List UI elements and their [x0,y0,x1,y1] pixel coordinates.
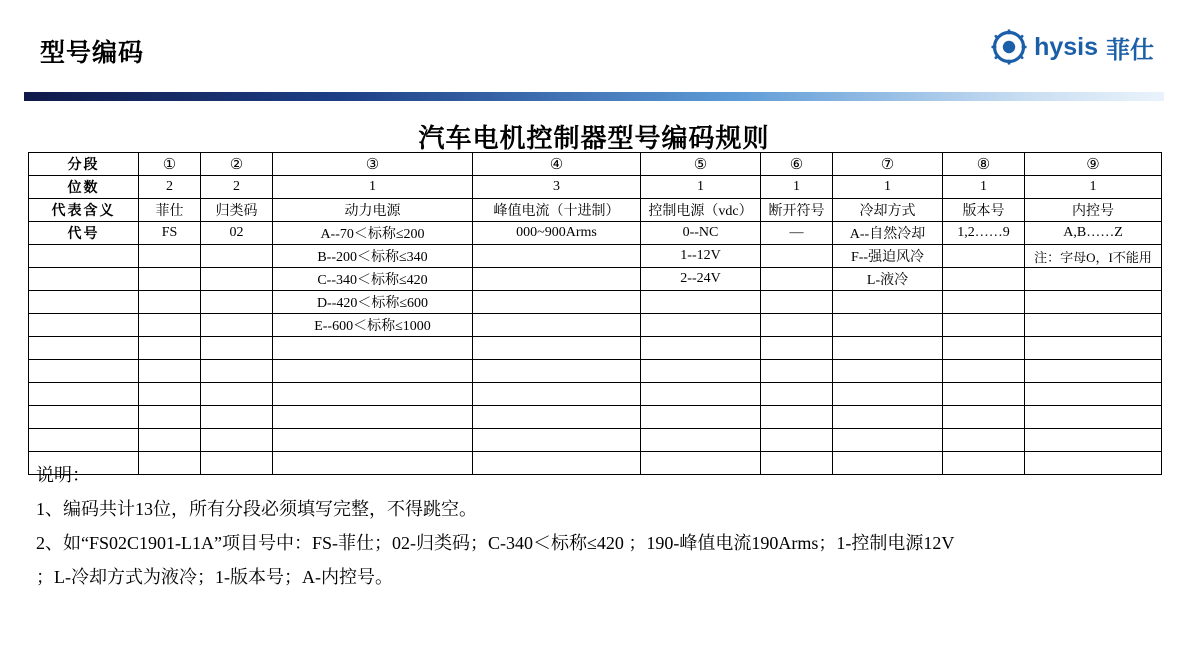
code-4-2 [201,291,273,314]
meaning-7: 冷却方式 [833,199,943,222]
row-label-meaning: 代表含义 [29,199,139,222]
notes-section [36,462,1156,598]
code-1-9: A,B……Z [1025,222,1162,245]
row-label-code: 代号 [29,222,139,245]
digits-4: 3 [473,176,641,199]
table-row-codes-3 [29,268,1162,291]
brand-name: hysis [1034,32,1098,61]
code-2-7: F--强迫风冷 [833,245,943,268]
code-2-8 [943,245,1025,268]
digits-5: 1 [641,176,761,199]
code-1-1: FS [139,222,201,245]
table-row-digits [29,176,1162,199]
table-row-meanings [29,199,1162,222]
code-3-7: L-液冷 [833,268,943,291]
code-5-3: E--600＜标称≤1000 [273,314,473,337]
code-2-3: B--200＜标称≤340 [273,245,473,268]
code-3-4 [473,268,641,291]
code-4-7 [833,291,943,314]
meaning-1: 菲仕 [139,199,201,222]
code-5-2 [201,314,273,337]
code-2-9: 注：字母O，I不能用 [1025,245,1162,268]
code-4-5 [641,291,761,314]
code-3-9 [1025,268,1162,291]
code-4-0 [29,291,139,314]
code-4-8 [943,291,1025,314]
code-1-7: A--自然冷却 [833,222,943,245]
meaning-9: 内控号 [1025,199,1162,222]
code-5-6 [761,314,833,337]
code-2-5: 1--12V [641,245,761,268]
code-2-4 [473,245,641,268]
code-1-4: 000~900Arms [473,222,641,245]
table-row-segments [29,153,1162,176]
segment-9: ⑨ [1025,153,1162,176]
segment-4: ④ [473,153,641,176]
segment-2: ② [201,153,273,176]
code-4-9 [1025,291,1162,314]
code-1-3: A--70＜标称≤200 [273,222,473,245]
meaning-6: 断开符号 [761,199,833,222]
code-5-7 [833,314,943,337]
code-4-6 [761,291,833,314]
code-1-6: — [761,222,833,245]
code-3-5: 2--24V [641,268,761,291]
meaning-3: 动力电源 [273,199,473,222]
table-row-codes-4 [29,291,1162,314]
code-4-1 [139,291,201,314]
brand-logo [990,28,1154,66]
code-5-0 [29,314,139,337]
code-1-8: 1,2……9 [943,222,1025,245]
code-4-3: D--420＜标称≤600 [273,291,473,314]
physis-logo-icon [990,28,1028,66]
code-2-2 [201,245,273,268]
code-2-0 [29,245,139,268]
digits-7: 1 [833,176,943,199]
segment-7: ⑦ [833,153,943,176]
table-row-empty [29,337,1162,360]
code-5-9 [1025,314,1162,337]
table-row-codes-5 [29,314,1162,337]
code-5-8 [943,314,1025,337]
code-3-6 [761,268,833,291]
table-row-empty [29,406,1162,429]
table-title: 汽车电机控制器型号编码规则 [418,124,770,153]
digits-2: 2 [201,176,273,199]
code-5-1 [139,314,201,337]
code-3-0 [29,268,139,291]
row-label-segment: 分段 [29,153,139,176]
code-5-4 [473,314,641,337]
meaning-2: 归类码 [201,199,273,222]
meaning-5: 控制电源（vdc） [641,199,761,222]
digits-8: 1 [943,176,1025,199]
coding-rule-table [28,152,1161,475]
segment-5: ⑤ [641,153,761,176]
segment-6: ⑥ [761,153,833,176]
code-4-4 [473,291,641,314]
digits-1: 2 [139,176,201,199]
row-label-digits: 位数 [29,176,139,199]
meaning-8: 版本号 [943,199,1025,222]
code-3-2 [201,268,273,291]
segment-8: ⑧ [943,153,1025,176]
notes-heading: 说明： [36,465,90,485]
digits-3: 1 [273,176,473,199]
code-1-5: 0--NC [641,222,761,245]
table-row-empty [29,383,1162,406]
page-title: 型号编码 [40,39,145,67]
brand-name-cn: 菲仕 [1106,36,1154,64]
segment-1: ① [139,153,201,176]
header-divider [24,92,1164,101]
code-2-1 [139,245,201,268]
code-3-3: C--340＜标称≤420 [273,268,473,291]
note-line-1: 1、编码共计13位，所有分段必须填写完整，不得跳空。 [36,498,477,519]
code-3-8 [943,268,1025,291]
digits-6: 1 [761,176,833,199]
table-row-codes-1 [29,222,1162,245]
table-row-empty [29,360,1162,383]
segment-3: ③ [273,153,473,176]
code-2-6 [761,245,833,268]
code-5-5 [641,314,761,337]
meaning-4: 峰值电流（十进制） [473,199,641,222]
table-row-empty [29,429,1162,452]
note-line-3: ；L-冷却方式为液冷；1-版本号；A-内控号。 [36,566,393,587]
note-line-2: 2、如“FS02C1901-L1A”项目号中：FS-菲仕；02-归类码；C-340＜标称≤420 ；190-峰值电流190Arms；1-控制电源12V [36,532,955,553]
table-row-codes-2 [29,245,1162,268]
code-3-1 [139,268,201,291]
code-1-2: 02 [201,222,273,245]
digits-9: 1 [1025,176,1162,199]
